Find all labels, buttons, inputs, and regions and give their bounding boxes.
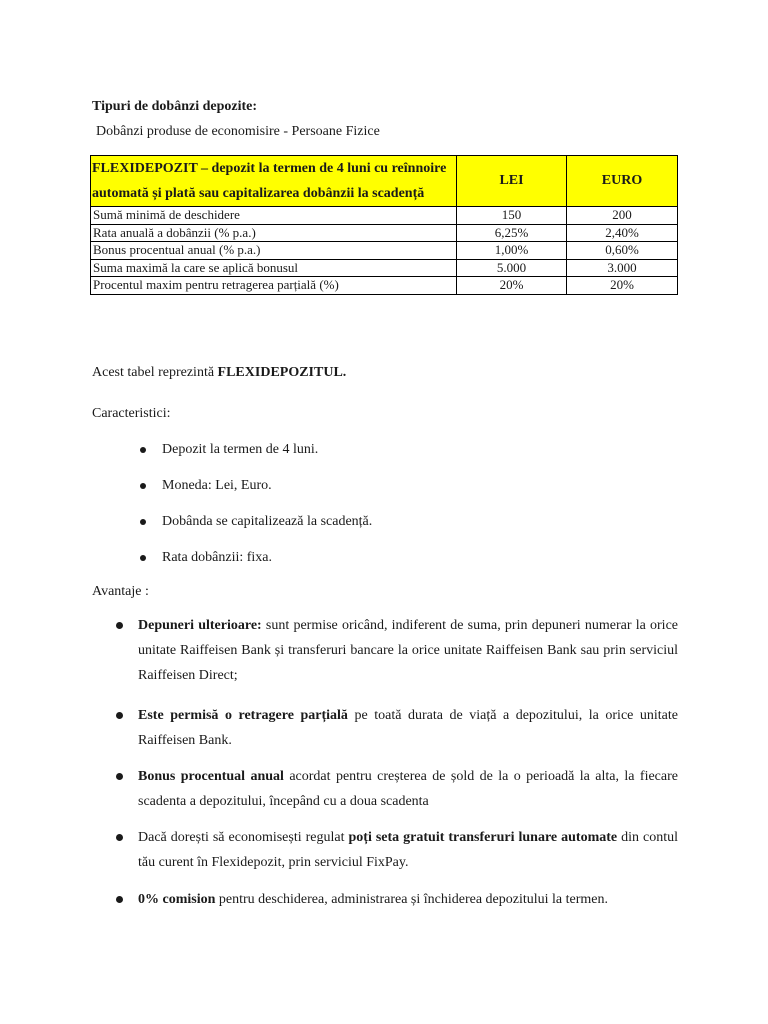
cell-euro: 3.000	[567, 259, 678, 277]
bullet-icon	[140, 519, 146, 525]
table-header-row	[91, 156, 678, 207]
list-item-text: Moneda: Lei, Euro.	[162, 478, 272, 493]
table-row	[91, 224, 678, 242]
table-row	[91, 242, 678, 260]
row-label: Suma maximă la care se aplică bonusul	[91, 259, 457, 277]
avantaj-item	[138, 613, 678, 688]
table-row	[91, 259, 678, 277]
cell-lei: 6,25%	[457, 224, 567, 242]
avantaj-text: pentru deschiderea, administrarea și închiderea depozitului la termen.	[215, 892, 609, 907]
avantaj-bold: poți seta gratuit transferuri lunare automate	[348, 830, 618, 845]
intro-paragraph	[92, 365, 346, 381]
bullet-icon	[116, 622, 123, 629]
cell-lei: 1,00%	[457, 242, 567, 260]
cell-lei: 20%	[457, 277, 567, 295]
list-item	[92, 476, 652, 512]
intro-bold: FLEXIDEPOZITUL.	[217, 365, 347, 380]
page-title: Tipuri de dobânzi depozite:	[92, 99, 258, 114]
avantaj-text: sunt permise oricând, indiferent de suma, prin depuneri numerar la orice unitate Raiffeisen Bank și transferuri bancare la orice unitate Raiffeisen Bank sau prin serviciul Raiffeisen Direct;	[138, 618, 679, 683]
cell-lei: 150	[457, 207, 567, 225]
bullet-icon	[116, 773, 123, 780]
cell-euro: 20%	[567, 277, 678, 295]
table-row	[91, 207, 678, 225]
row-label: Procentul maxim pentru retragerea parțială (%)	[91, 277, 457, 295]
avantaj-item	[138, 825, 678, 875]
bullet-icon	[116, 896, 123, 903]
row-label: Sumă minimă de deschidere	[91, 207, 457, 225]
page-subtitle: Dobânzi produse de economisire - Persoane Fizice	[96, 124, 380, 139]
row-label: Bonus procentual anual (% p.a.)	[91, 242, 457, 260]
row-label: Rata anuală a dobânzii (% p.a.)	[91, 224, 457, 242]
list-item-text: Depozit la termen de 4 luni.	[162, 442, 319, 457]
caracteristici-list	[92, 440, 652, 584]
list-item-text: Dobânda se capitalizează la scadență.	[162, 514, 373, 529]
list-item	[92, 548, 652, 584]
avantaj-item	[138, 703, 678, 753]
bullet-icon	[116, 834, 123, 841]
avantaj-bold: Bonus procentual anual	[138, 769, 284, 784]
avantaj-bold: 0% comision	[138, 892, 216, 907]
table-title-cell: FLEXIDEPOZIT – depozit la termen de 4 luni cu reînnoire automată și plată sau capitalizarea dobânzii la scadență	[91, 156, 457, 207]
avantaje-label: Avantaje :	[92, 584, 149, 599]
cell-euro: 200	[567, 207, 678, 225]
column-header-euro: EURO	[567, 156, 678, 207]
avantaj-text: acordat pentru creșterea de șold de la o perioadă la alta, la fiecare scadenta a depozitului, începând cu a doua scadenta	[138, 769, 678, 809]
intro-text: Acest tabel reprezintă	[92, 365, 218, 380]
bullet-icon	[140, 555, 146, 561]
list-item	[92, 512, 652, 548]
avantaj-text: din contul tău curent în Flexidepozit, prin serviciul FixPay.	[138, 830, 678, 870]
avantaj-item	[138, 764, 678, 814]
avantaj-item	[138, 887, 678, 912]
list-item-text: Rata dobânzii: fixa.	[162, 550, 273, 565]
caracteristici-label: Caracteristici:	[92, 406, 171, 421]
column-header-lei: LEI	[457, 156, 567, 207]
cell-euro: 0,60%	[567, 242, 678, 260]
cell-lei: 5.000	[457, 259, 567, 277]
cell-euro: 2,40%	[567, 224, 678, 242]
avantaj-pre: Dacă dorești să economisești regulat	[138, 830, 349, 845]
table-row	[91, 277, 678, 295]
bullet-icon	[116, 712, 123, 719]
bullet-icon	[140, 447, 146, 453]
avantaj-bold: Este permisă o retragere parțială	[138, 708, 348, 723]
bullet-icon	[140, 483, 146, 489]
avantaj-bold: Depuneri ulterioare:	[138, 618, 262, 633]
avantaj-text: pe toată durata de viață a depozitului, la orice unitate Raiffeisen Bank.	[138, 708, 679, 748]
rates-table	[90, 155, 678, 295]
list-item	[92, 440, 652, 476]
